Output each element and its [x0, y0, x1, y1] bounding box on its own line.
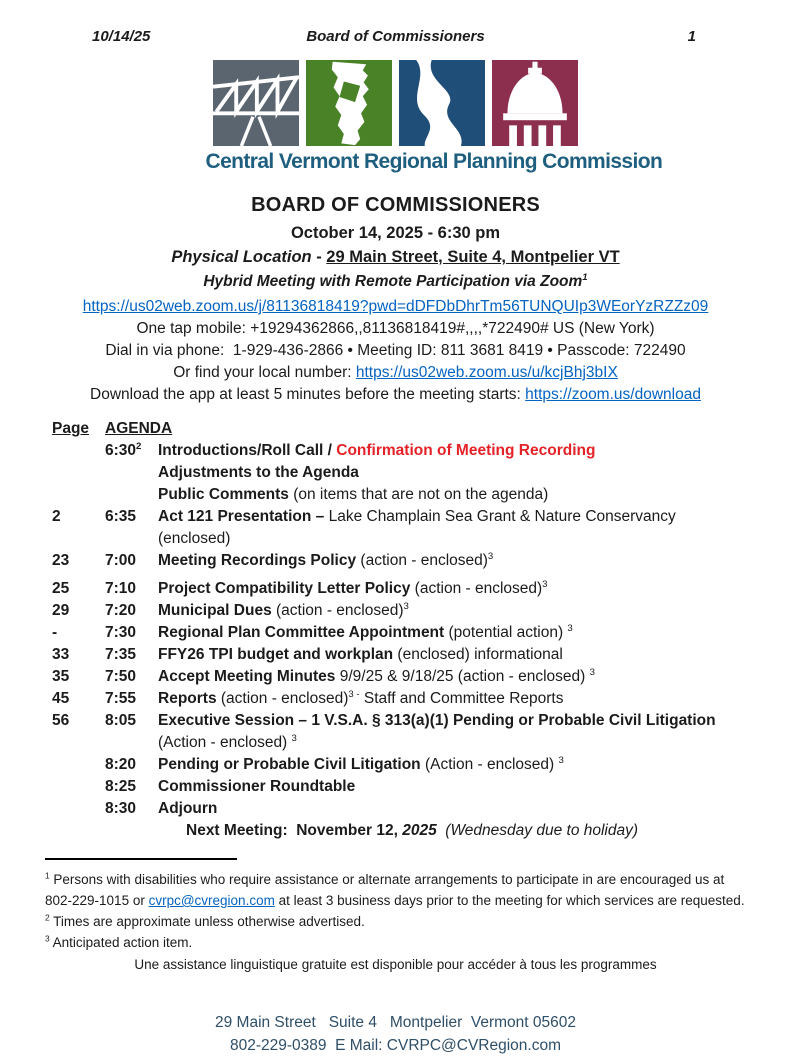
- agenda-time: 8:05: [105, 712, 137, 729]
- agenda-page-number: [52, 440, 105, 462]
- agenda-row: [52, 578, 746, 600]
- text-segment: (action - enclosed): [410, 580, 543, 597]
- agenda-row: [52, 820, 746, 842]
- footnote-divider: [45, 858, 237, 860]
- agenda-item-text: [158, 506, 746, 550]
- logo-panels: [206, 59, 586, 147]
- agenda-page-number: [52, 820, 105, 842]
- text-segment: Staff and Committee Reports: [359, 690, 564, 707]
- text-segment: at least 3 business days prior to the meeting for which services are requested.: [274, 893, 745, 908]
- agenda-time: [105, 462, 158, 484]
- text-segment: (Action - enclosed): [420, 756, 559, 773]
- text-segment: Adjourn: [158, 800, 218, 817]
- agenda-row: [52, 600, 746, 622]
- agenda-time: 7:00: [105, 552, 137, 569]
- agenda-time: 7:35: [105, 646, 137, 663]
- agenda-item-text: [158, 440, 746, 462]
- agenda-time: 6:35: [105, 508, 137, 525]
- agenda-item-text: [158, 798, 746, 820]
- agenda-page-number: 45: [52, 690, 70, 707]
- text-segment: 29 Main Street, Suite 4, Montpelier VT: [326, 248, 620, 266]
- agenda-item-text: [158, 644, 746, 666]
- text-segment: 1: [45, 870, 50, 881]
- agenda-item-text: [158, 484, 746, 506]
- link[interactable]: https://us02web.zoom.us/j/81136818419?pwd=dDFDbDhrTm56TUNQUIp3WEorYzRZZz09: [82, 298, 709, 315]
- text-segment: 2: [45, 912, 50, 923]
- agenda-item-text: [158, 622, 746, 644]
- agenda-page-number: 2: [52, 508, 61, 525]
- footnote-1: [45, 869, 746, 911]
- link[interactable]: https://us02web.zoom.us/u/kcjBhj3bIX: [355, 364, 618, 381]
- text-segment: (action - enclosed): [216, 690, 349, 707]
- footer-address: 29 Main Street Suite 4 Montpelier Vermont 05602: [214, 1014, 576, 1031]
- zoom-join-link-line: [0, 298, 791, 315]
- agenda-item-text: [158, 710, 746, 754]
- agenda-item-text: [158, 462, 746, 484]
- text-segment: FFY26 TPI budget and workplan: [158, 646, 394, 663]
- text-segment: 3: [567, 622, 573, 634]
- text-segment: 3: [403, 600, 409, 612]
- agenda-time: 8:20: [105, 756, 137, 773]
- agenda-page-number: [52, 776, 105, 798]
- agenda-time: $6:30^2$: [105, 440, 142, 459]
- agenda-row: [52, 710, 746, 754]
- document-page: [0, 28, 791, 1052]
- agenda-row: [52, 688, 746, 710]
- meeting-title: BOARD OF COMMISSIONERS: [251, 194, 540, 216]
- local-number-line: [0, 364, 791, 381]
- text-segment: Commissioner Roundtable: [158, 778, 356, 795]
- text-segment: 9/9/25 & 9/18/25 (action - enclosed): [335, 668, 590, 685]
- agenda-header: [52, 418, 746, 440]
- text-segment: Reports: [158, 690, 217, 707]
- text-segment: Accept Meeting Minutes: [158, 668, 336, 685]
- agenda-row: [52, 462, 746, 484]
- text-segment: Pending or Probable Civil Litigation: [158, 756, 421, 773]
- page-footer: [0, 1011, 791, 1057]
- text-segment: -: [311, 248, 327, 266]
- text-segment: Regional Plan Committee Appointment: [158, 624, 445, 641]
- agenda-row: [52, 440, 746, 462]
- text-segment: Executive Session – 1 V.S.A. § 313(a)(1) Pending or Probable Civil Litigation: [158, 712, 716, 729]
- header-page-number: 1: [687, 28, 696, 45]
- text-segment: Or find your local number:: [173, 364, 356, 381]
- agenda-time: 8:30: [105, 800, 137, 817]
- agenda-row: [52, 666, 746, 688]
- text-segment: 3: [558, 754, 564, 766]
- one-tap-mobile-line: [0, 320, 791, 337]
- text-segment: Hybrid Meeting with Remote Participation via Zoom: [203, 273, 583, 290]
- hybrid-note: [0, 273, 791, 291]
- header-date: 10/14/25: [92, 28, 151, 45]
- agenda-row: [52, 776, 746, 798]
- dial-in-line: [0, 342, 791, 359]
- text-segment: (action - enclosed): [271, 602, 404, 619]
- text-segment: Anticipated action item.: [49, 935, 193, 950]
- text-segment: Physical Location: [171, 248, 312, 266]
- agenda-time: 7:30: [105, 624, 137, 641]
- meeting-location: [0, 248, 791, 267]
- agenda-item-text: [158, 776, 746, 798]
- agenda-page-number: 56: [52, 712, 70, 729]
- text-segment: Adjustments to the Agenda: [158, 464, 359, 481]
- agenda-time: 8:25: [105, 778, 137, 795]
- text-segment: 3: [487, 550, 494, 562]
- text-segment: Project Compatibility Letter Policy: [158, 580, 411, 597]
- logo-wordmark: Central Vermont Regional Planning Commission: [205, 150, 663, 173]
- agenda-row: [52, 798, 746, 820]
- text-segment: Dial in via phone: 1-929-436-2866 • Meeting ID: 811 3681 8419 • Passcode: 722490: [105, 342, 686, 359]
- text-segment: 3: [542, 578, 548, 590]
- download-app-line: [0, 386, 791, 403]
- agenda-item-text: [158, 754, 746, 776]
- agenda-page-number: [52, 754, 105, 776]
- meeting-datetime: October 14, 2025 - 6:30 pm: [290, 224, 501, 242]
- agenda-time: 7:55: [105, 690, 137, 707]
- agenda-page-number: [52, 798, 105, 820]
- language-assistance-note: Une assistance linguistique gratuite est disponible pour accéder à tous les programmes: [134, 957, 657, 972]
- agenda-page-number: 33: [52, 646, 70, 663]
- agenda-row: [52, 644, 746, 666]
- text-segment: (enclosed) informational: [393, 646, 563, 663]
- header-title: Board of Commissioners: [306, 28, 485, 45]
- text-segment: 2025: [402, 822, 437, 839]
- agenda-page-number: 35: [52, 668, 70, 685]
- text-segment: Confirmation of Meeting Recording: [336, 442, 596, 459]
- text-segment: 1: [582, 271, 588, 283]
- text-segment: One tap mobile: +19294362866,,81136818419#,,,,*722490# US (New York): [136, 320, 655, 337]
- footnote-2: [45, 911, 746, 932]
- agenda-item-text: [158, 688, 746, 710]
- footnotes-section: [45, 858, 746, 975]
- text-segment: (on items that are not on the agenda): [288, 486, 549, 503]
- text-segment: Municipal Dues: [158, 602, 272, 619]
- agenda-page-number: [52, 484, 105, 506]
- agenda-row: [52, 622, 746, 644]
- text-segment: 3: [589, 666, 595, 678]
- page-column-label: Page: [52, 420, 90, 437]
- agenda-item-text: [158, 666, 746, 688]
- text-segment: Meeting Recordings Policy: [158, 552, 357, 569]
- text-segment: Times are approximate unless otherwise advertised.: [49, 914, 365, 929]
- text-segment: 3: [45, 933, 50, 944]
- agenda-row: [52, 550, 746, 572]
- text-segment: Download the app at least 5 minutes before the meeting starts:: [90, 386, 526, 403]
- text-segment: (action - enclosed): [356, 552, 488, 569]
- agenda-time: 7:50: [105, 668, 137, 685]
- text-segment: 3: [291, 732, 297, 744]
- agenda-page-number: 29: [52, 602, 70, 619]
- agenda-section: [52, 418, 746, 842]
- text-segment: Introductions/Roll Call /: [158, 442, 337, 459]
- text-segment: Act 121 Presentation –: [158, 508, 329, 525]
- link[interactable]: https://zoom.us/download: [525, 386, 701, 403]
- agenda-time: [105, 820, 158, 842]
- capitol-dome-icon: [492, 59, 578, 147]
- agenda-page-number: 25: [52, 580, 70, 597]
- agenda-item-text: [158, 600, 746, 622]
- text-segment: Next Meeting: November 12,: [186, 822, 403, 839]
- agenda-row: [52, 484, 746, 506]
- agenda-page-number: 23: [52, 552, 70, 569]
- text-segment: Persons with disabilities who require assistance or alternate arrangements to participate in are encouraged us at 802-229-1015 or: [45, 872, 729, 908]
- meeting-info: [0, 298, 791, 403]
- agenda-item-text: [158, 550, 746, 572]
- vermont-map-icon: [306, 59, 392, 147]
- text-segment: Public Comments: [158, 486, 289, 503]
- text-segment: (Action - enclosed): [158, 712, 720, 751]
- agenda-page-number: [52, 462, 105, 484]
- agenda-row: [52, 506, 746, 550]
- text-segment: (potential action): [444, 624, 568, 641]
- link[interactable]: cvrpc@cvregion.com: [148, 893, 275, 908]
- agenda-page-number: -: [52, 624, 58, 641]
- cvrpc-logo: [205, 59, 663, 174]
- agenda-row: [52, 754, 746, 776]
- agenda-label: AGENDA: [105, 420, 173, 437]
- text-segment: 3 -: [348, 688, 360, 700]
- text-segment: (Wednesday due to holiday): [436, 822, 639, 839]
- footer-contact: 802-229-0389 E Mail: CVRPC@CVRegion.com: [229, 1037, 562, 1054]
- agenda-time: 7:20: [105, 602, 137, 619]
- bridge-icon: [213, 59, 299, 147]
- agenda-time: [105, 484, 158, 506]
- agenda-time: 7:10: [105, 580, 137, 597]
- agenda-item-text: [158, 820, 746, 842]
- river-icon: [399, 59, 485, 147]
- title-block: [0, 194, 791, 291]
- page-header: [0, 28, 791, 48]
- agenda-item-text: [158, 578, 746, 600]
- agenda-list: [52, 440, 746, 842]
- footnote-3: [45, 932, 746, 953]
- text-segment: Lake Champlain Sea Grant & Nature Conservancy (enclosed): [158, 508, 681, 547]
